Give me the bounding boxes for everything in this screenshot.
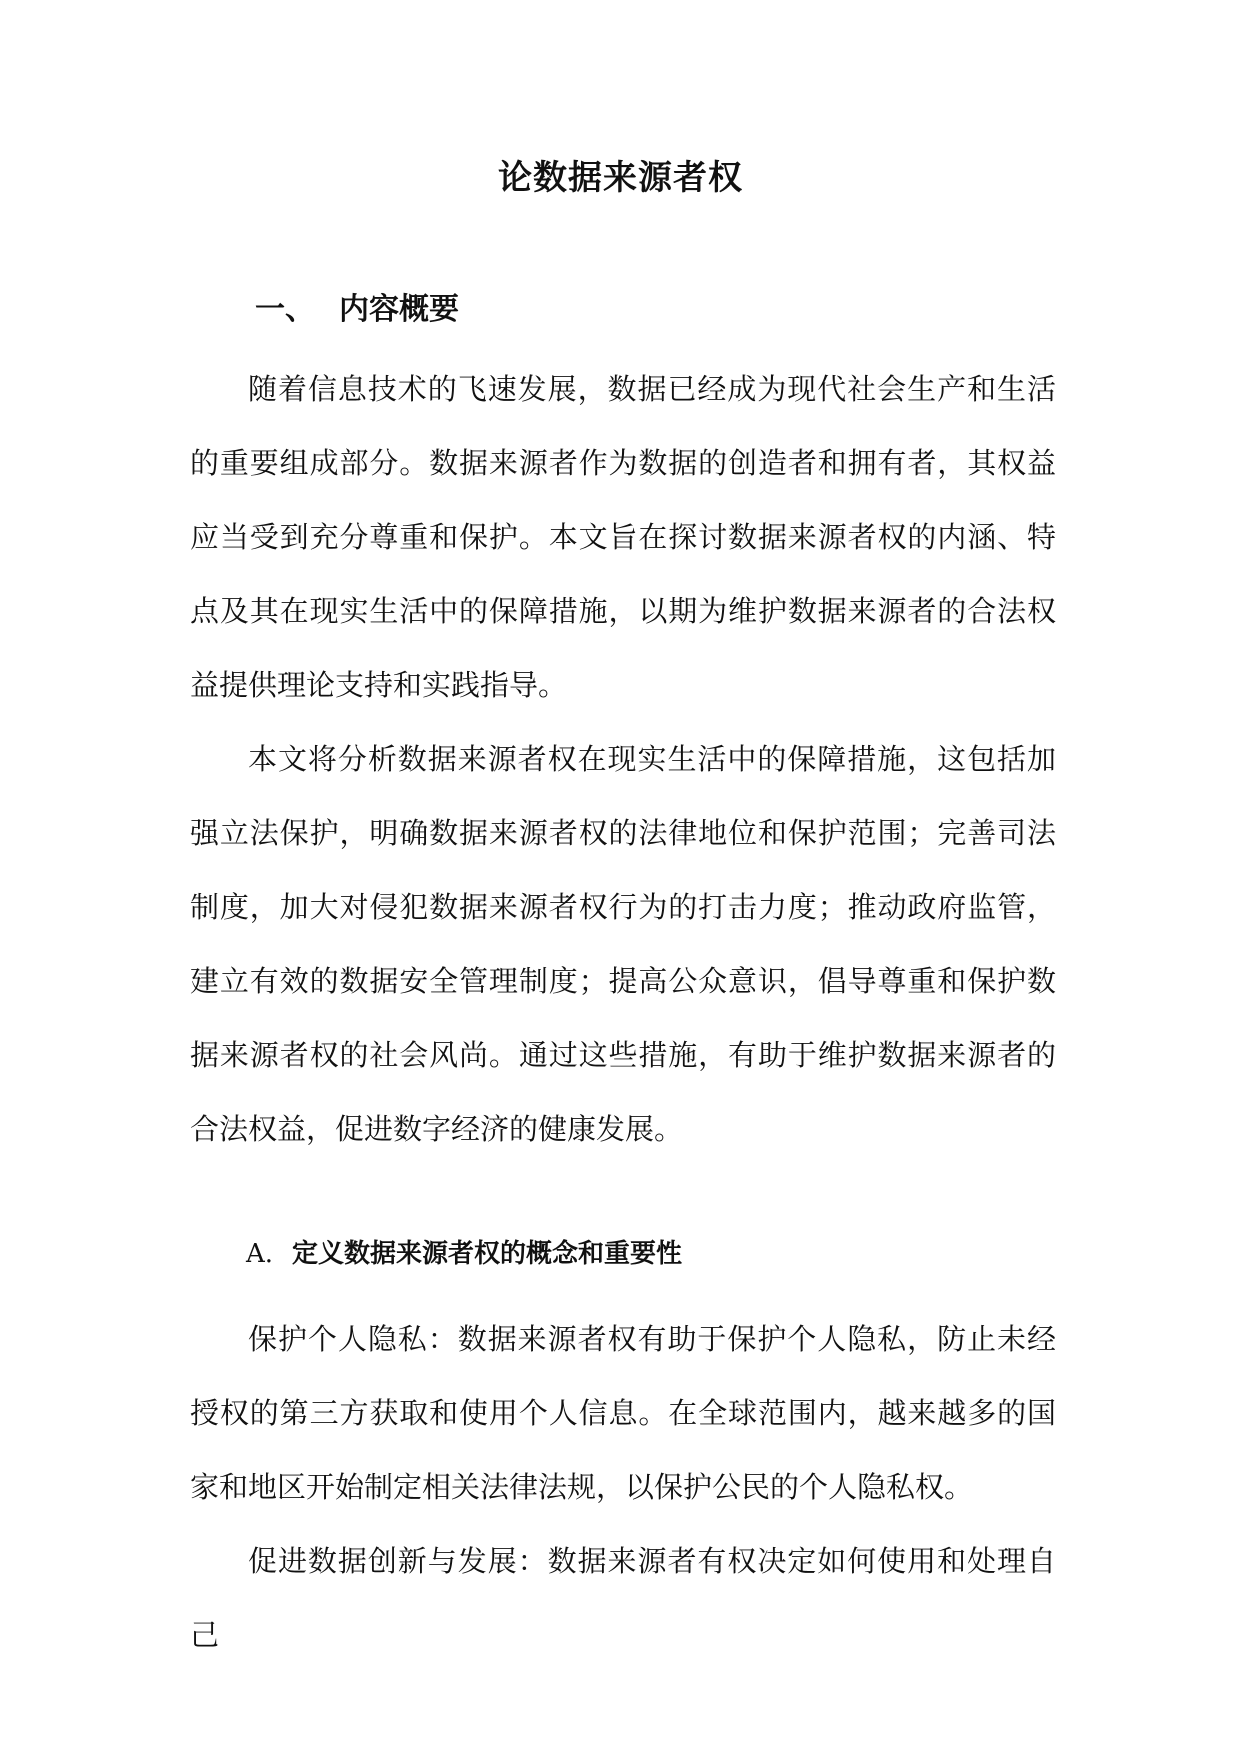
paragraph: 保护个人隐私：数据来源者权有助于保护个人隐私，防止未经授权的第三方获取和使用个人信息。在全球范围内，越来越多的国家和地区开始制定相关法律法规，以保护公民的个人隐私权。 [190, 1322, 1056, 1504]
paragraph: 本文将分析数据来源者权在现实生活中的保障措施，这包括加强立法保护，明确数据来源者权的法律地位和保护范围；完善司法制度，加大对侵犯数据来源者权行为的打击力度；推动政府监管，建立有效的数据安全管理制度；提高公众意识，倡导尊重和保护数据来源者权的社会风尚。通过这些措施，有助于维护数据来源者的合法权益，促进数字经济的健康发展。 [190, 742, 1056, 1146]
subsection-number: A. [246, 1239, 274, 1269]
document-title: 论数据来源者权 [498, 158, 743, 198]
section-number: 一、 [255, 292, 315, 327]
paragraph: 随着信息技术的飞速发展，数据已经成为现代社会生产和生活的重要组成部分。数据来源者作为数据的创造者和拥有者，其权益应当受到充分尊重和保护。本文旨在探讨数据来源者权的内涵、特点及其在现实生活中的保障措施，以期为维护数据来源者的合法权益提供理论支持和实践指导。 [190, 372, 1056, 702]
section-heading-text: 内容概要 [339, 292, 459, 327]
subsection-heading-definition [246, 1233, 682, 1270]
subsection-heading-text: 定义数据来源者权的概念和重要性 [292, 1239, 683, 1269]
paragraph: 促进数据创新与发展：数据来源者有权决定如何使用和处理自己 [190, 1544, 1056, 1652]
section-heading-overview [255, 284, 459, 328]
